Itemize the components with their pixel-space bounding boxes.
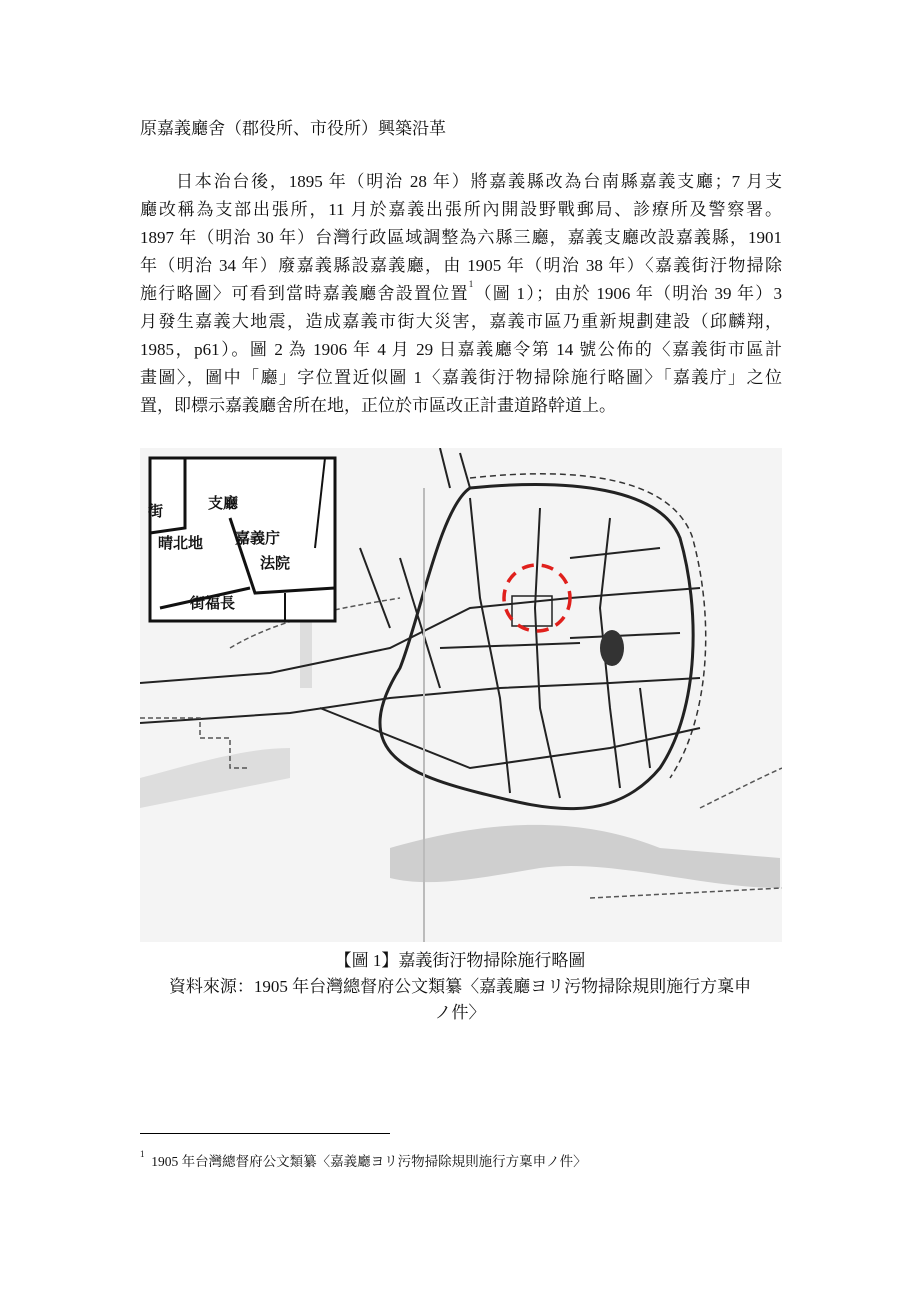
footnote-number: 1 bbox=[140, 1149, 145, 1159]
paragraph-line: 日本治台後，1895 年（明治 28 年）將嘉義縣改為台南縣嘉義支廳；7 月支 bbox=[176, 172, 782, 191]
paragraph-line: 1985，p61）。圖 2 為 1906 年 4 月 29 日嘉義廳令第 14 號公佈的〈嘉義街市區計 bbox=[140, 340, 782, 359]
paragraph-text: 施行略圖〉可看到當時嘉義廳舍設置位置 bbox=[140, 284, 469, 303]
paragraph-text: （圖 1）；由於 1906 年（明治 39 年）3 bbox=[473, 284, 783, 303]
city-map-figure bbox=[140, 448, 782, 942]
svg-text:支廳: 支廳 bbox=[208, 494, 239, 512]
body-paragraph bbox=[140, 168, 782, 420]
figure-caption: 【圖 1】嘉義街汙物掃除施行略圖 bbox=[334, 951, 586, 970]
paragraph-line: 廳改稱為支部出張所，11 月於嘉義出張所內開設野戰郵局、診療所及警察署。 bbox=[140, 200, 782, 219]
svg-text:法院: 法院 bbox=[260, 554, 291, 572]
footnote-text: 1905 年台灣總督府公文類纂〈嘉義廳ヨリ污物掃除規則施行方稟申ノ件〉 bbox=[151, 1154, 587, 1169]
map-fold-line bbox=[423, 488, 425, 942]
paragraph-line bbox=[140, 280, 782, 308]
paragraph-line: 月發生嘉義大地震，造成嘉義市街大災害，嘉義市區乃重新規劃建設（邱麟翔， bbox=[140, 312, 782, 331]
map-inset bbox=[146, 458, 335, 621]
footnote-separator bbox=[140, 1133, 390, 1134]
paragraph-line: 置，即標示嘉義廳舍所在地，正位於市區改正計畫道路幹道上。 bbox=[140, 396, 616, 415]
figure-source-continued: ノ件〉 bbox=[434, 1003, 486, 1022]
pond-mark bbox=[600, 630, 624, 666]
paragraph-line: 1897 年（明治 30 年）台灣行政區域調整為六縣三廳，嘉義支廳改設嘉義縣，1901 bbox=[140, 228, 782, 247]
section-title: 原嘉義廳舍（郡役所、市役所）興築沿革 bbox=[140, 119, 446, 138]
svg-text:晴北地: 晴北地 bbox=[158, 534, 204, 552]
paragraph-line: 畫圖〉，圖中「廳」字位置近似圖 1〈嘉義街汙物掃除施行略圖〉「嘉義庁」之位 bbox=[140, 368, 782, 387]
svg-text:街福長: 街福長 bbox=[190, 594, 236, 612]
footnote bbox=[140, 1150, 587, 1170]
svg-text:街: 街 bbox=[146, 503, 164, 518]
footnote-reference[interactable]: 1 bbox=[468, 279, 474, 289]
svg-text:嘉義庁: 嘉義庁 bbox=[235, 529, 281, 547]
paragraph-line: 年（明治 34 年）廢嘉義縣設嘉義廳，由 1905 年（明治 38 年）〈嘉義街汙物掃除 bbox=[140, 256, 782, 275]
figure-source: 資料來源：1905 年台灣總督府公文類纂〈嘉義廳ヨリ污物掃除規則施行方稟申 bbox=[168, 977, 752, 996]
